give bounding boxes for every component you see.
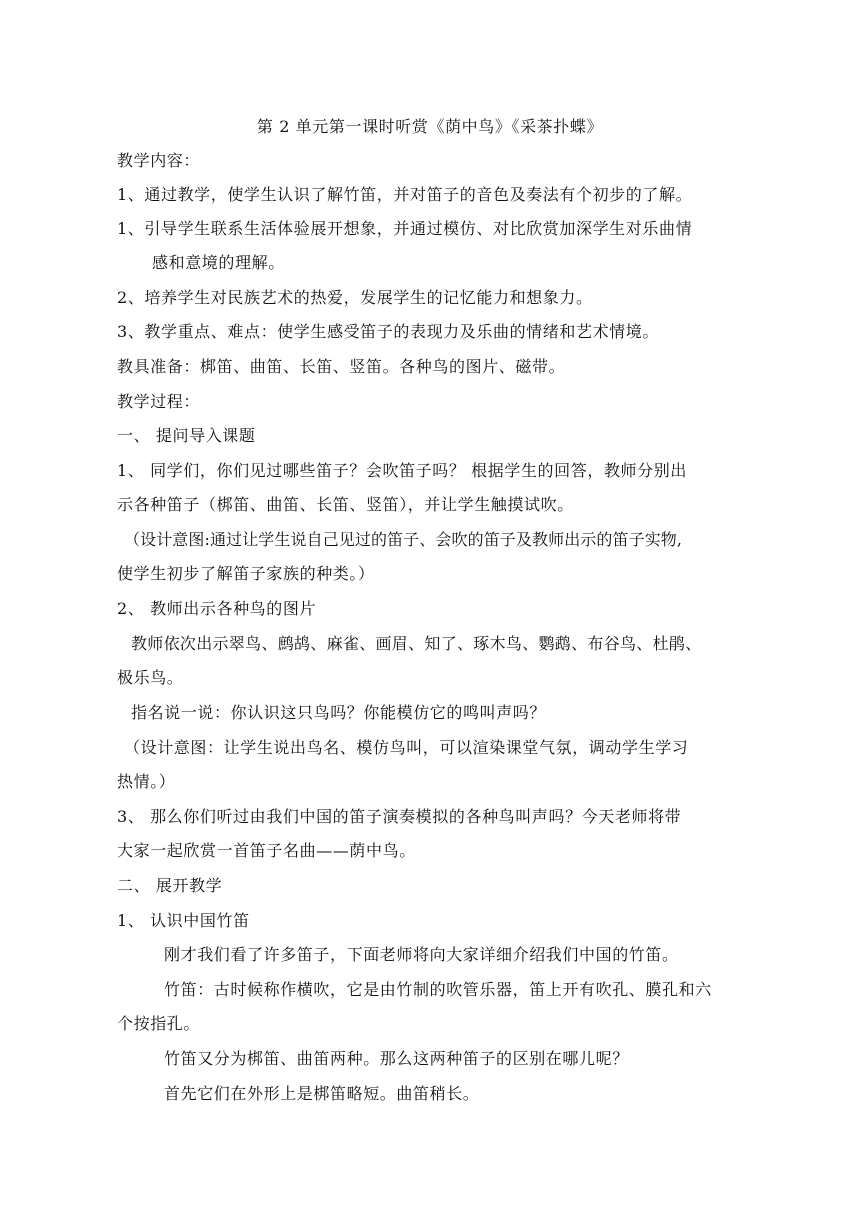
section-label-content: 教学内容：: [117, 151, 201, 170]
paragraph-line: 指名说一说：你认识这只鸟吗？你能模仿它的鸣叫声吗？: [131, 703, 547, 722]
paragraph-line: 竹笛又分为梆笛、曲笛两种。那么这两种笛子的区别在哪儿呢？: [164, 1049, 629, 1068]
paragraph-line: 极乐鸟。: [117, 668, 184, 687]
paragraph-line: 大家一起欣赏一首笛子名曲——荫中鸟。: [117, 841, 416, 860]
paragraph-line: 2、 教师出示各种鸟的图片: [117, 599, 317, 618]
section-label-process: 教学过程：: [117, 392, 201, 411]
section-heading: 一、 提问导入课题: [117, 426, 256, 445]
paragraph-line: 首先它们在外形上是梆笛略短。曲笛稍长。: [164, 1084, 480, 1103]
paragraph-line: 3、 那么你们听过由我们中国的笛子演奏模拟的各种鸟叫声吗？今天老师将带: [117, 807, 682, 826]
paragraph-line: 示各种笛子（梆笛、曲笛、长笛、竖笛），并让学生触摸试吹。: [117, 495, 574, 514]
paragraph-line: 教具准备：梆笛、曲笛、长笛、竖笛。各种鸟的图片、磁带。: [117, 357, 566, 376]
paragraph-line: 1、 同学们，你们见过哪些笛子？会吹笛子吗？ 根据学生的回答，教师分别出: [117, 461, 687, 480]
section-heading: 二、 展开教学: [117, 876, 223, 895]
paragraph-line: 竹笛：古时候称作横吹，它是由竹制的吹管乐器，笛上开有吹孔、膜孔和六: [164, 980, 712, 999]
paragraph-line: 热情。）: [117, 772, 176, 791]
paragraph-line: 1、引导学生联系生活体验展开想象，并通过模仿、对比欣赏加深学生对乐曲情: [117, 219, 693, 238]
paragraph-line: 1、通过教学，使学生认识了解竹笛，并对笛子的音色及奏法有个初步的了解。: [117, 185, 693, 204]
paragraph-line: 2、培养学生对民族艺术的热爱，发展学生的记忆能力和想象力。: [117, 288, 593, 307]
paragraph-line: 刚才我们看了许多笛子，下面老师将向大家详细介绍我们中国的竹笛。: [164, 945, 679, 964]
paragraph-line: 教师依次出示翠鸟、鹧鸪、麻雀、画眉、知了、琢木鸟、鹦鹉、布谷鸟、杜鹃、: [131, 634, 702, 653]
document-title: 第 2 单元第一课时听赏《荫中鸟》《采茶扑蝶》: [256, 117, 604, 136]
subsection-heading: 1、 认识中国竹笛: [117, 911, 250, 930]
paragraph-line: 感和意境的理解。: [152, 253, 285, 272]
paragraph-line: （设计意图：让学生说出鸟名、模仿鸟叫，可以渲染课堂气氛，调动学生学习: [124, 738, 689, 757]
paragraph-line: 使学生初步了解笛子家族的种类。）: [117, 564, 375, 583]
paragraph-line: 3、教学重点、难点：使学生感受笛子的表现力及乐曲的情绪和艺术情境。: [117, 322, 659, 341]
paragraph-line: 个按指孔。: [117, 1014, 201, 1033]
paragraph-line: （设计意图:通过让学生说自己见过的笛子、会吹的笛子及教师出示的笛子实物,: [124, 530, 683, 549]
